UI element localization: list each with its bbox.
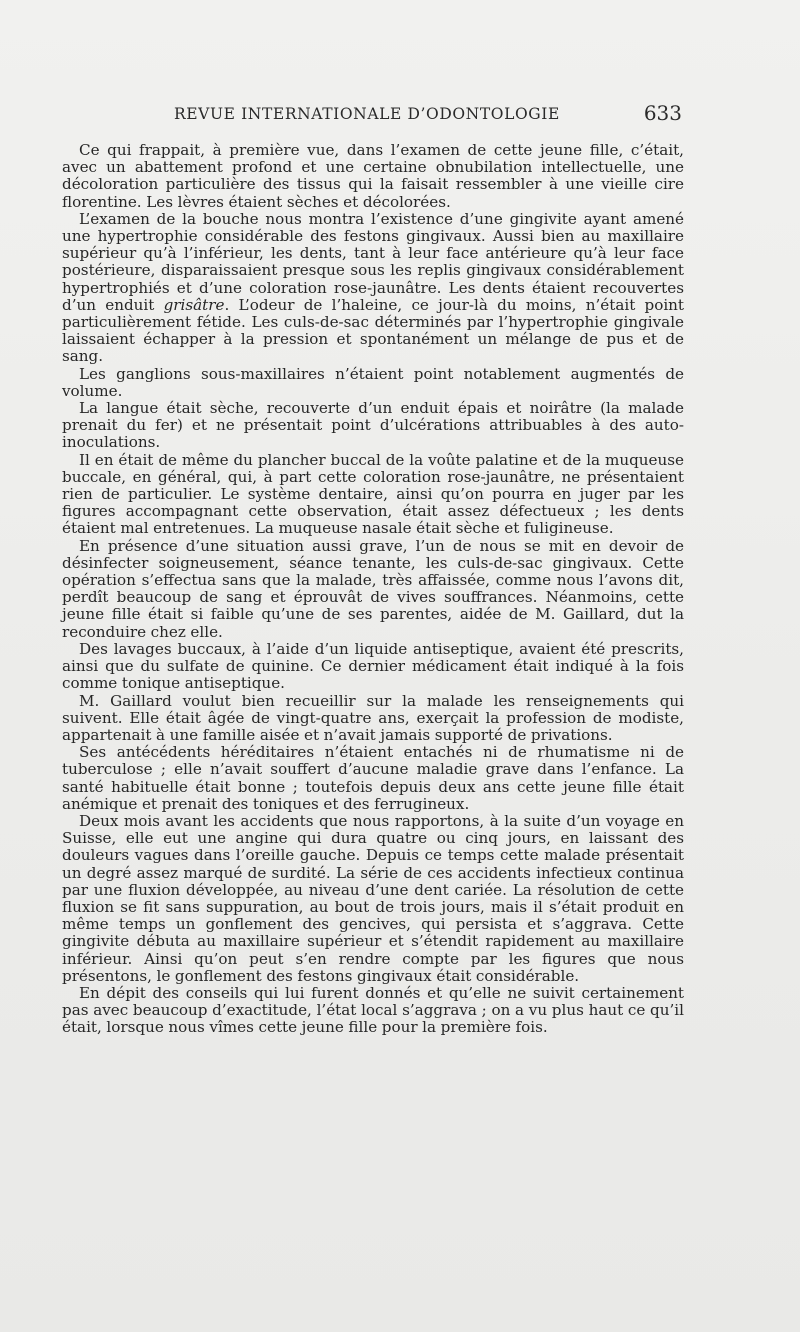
text-run: Ce qui frappait, à première vue, dans l’examen de cette jeune fille, c’était, avec un abattement profond et une certaine obnubilation intellectuelle, une décoloration particulière des tissus qui la faisait ressembler à une vieille cire florentine. Les lèvres étaient sèches et décolorées. (62, 141, 684, 211)
text-run: Deux mois avant les accidents que nous rapportons, à la suite d’un voyage en Suisse, elle eut une angine qui dura quatre ou cinq jours, en laissant des douleurs vagues dans l’oreille gauche. Depuis ce temps cette malade présentait un degré assez marqué de surdité. La série de ces accidents infectieux continua par une fluxion développée, au niveau d’une dent cariée. La résolution de cette fluxion se fit sans suppuration, au bout de trois jours, mais il s’était produit en même temps un gonflement des gencives, qui persista et s’aggrava. Cette gingivite débuta au maxillaire supérieur et s’étendit rapidement au maxillaire inférieur. Ainsi qu’on peut s’en rendre compte par les figures que nous présentons, le gonflement des festons gingivaux était considérable. (62, 811, 684, 985)
text-run: En dépit des conseils qui lui furent donnés et qu’elle ne suivit certainement pas avec beaucoup d’exactitude, l’état local s’aggrava ; on a vu plus haut ce qu’il était, lorsque nous vîmes cette jeune fille pour la première fois. (62, 983, 684, 1037)
text-run: M. Gaillard voulut bien recueillir sur la malade les renseignements qui suivent. Elle était âgée de vingt-quatre ans, exerçait la profession de modiste, appartenait à une famille aisée et n’avait jamais supporté de privations. (62, 691, 684, 744)
paragraph (62, 142, 684, 211)
text-run: Des lavages buccaux, à l’aide d’un liquide antiseptique, avaient été prescrits, ainsi que du sulfate de quinine. Ce dernier médicament était indiqué à la fois comme tonique antiseptique. (62, 639, 684, 693)
text-run: L’examen de la bouche nous montra l’existence d’une gingivite ayant amené une hypertrophie considérable des festons gingivaux. Aussi bien au maxillaire supérieur qu’à l’inférieur, les dents, tant à leur face antérieure qu’à leur face postérieure, disparaissaient presque sous les replis gingivaux considérablement hypertrophiés et d’une coloration rose-jaunâtre. Les dents étaient recouvertes d’un enduit (62, 209, 684, 314)
running-title: REVUE INTERNATIONALE D’ODONTOLOGIE (174, 105, 560, 123)
paragraph (62, 452, 684, 538)
italic-text: grisâtre (163, 295, 225, 314)
paragraph (62, 366, 684, 400)
page-number: 633 (643, 101, 682, 125)
text-run: Il en était de même du plancher buccal de la voûte palatine et de la muqueuse buccale, en général, qui, à part cette coloration rose-jaunâtre, ne présentaient rien de particulier. Le système dentaire, ainsi qu’on pourra en juger par les figures accompagnant cette observation, était assez défectueux ; les dents étaient mal entretenues. La muqueuse nasale était sèche et fuligineuse. (62, 450, 684, 538)
paragraph (62, 813, 684, 985)
paragraph (62, 211, 684, 366)
text-run: . L’odeur de l’haleine, ce jour-là du moins, n’était point particulièrement fétide. Les culs-de-sac déterminés par l’hypertrophie gingivale laissaient échapper à la pression et spontanément un mélange de pus et de sang. (62, 295, 684, 366)
text-run: Ses antécédents héréditaires n’étaient entachés ni de rhumatisme ni de tuberculose ; elle n’avait souffert d’aucune maladie grave dans l’enfance. La santé habituelle était bonne ; toutefois depuis deux ans cette jeune fille était anémique et prenait des toniques et des ferrugineux. (62, 743, 684, 813)
body-text (62, 142, 684, 1037)
paragraph (62, 744, 684, 813)
paragraph (62, 400, 684, 452)
running-header (62, 101, 684, 129)
paragraph (62, 693, 684, 745)
text-run: En présence d’une situation aussi grave, l’un de nous se mit en devoir de désinfecter soigneusement, séance tenante, les culs-de-sac gingivaux. Cette opération s’effectua sans que la malade, très affaissée, comme nous l’avons dit, perdît beaucoup de sang et éprouvât de vives souffrances. Néanmoins, cette jeune fille était si faible qu’une de ses parentes, aidée de M. Gaillard, dut la reconduire chez elle. (62, 536, 684, 641)
text-run: La langue était sèche, recouverte d’un enduit épais et noirâtre (la malade prenait du fer) et ne présentait point d’ulcérations attribuables à des auto-inoculations. (62, 399, 684, 452)
text-run: Les ganglions sous-maxillaires n’étaient point notablement augmentés de volume. (62, 364, 684, 400)
paragraph (62, 538, 684, 641)
paragraph (62, 985, 684, 1037)
paragraph (62, 641, 684, 693)
